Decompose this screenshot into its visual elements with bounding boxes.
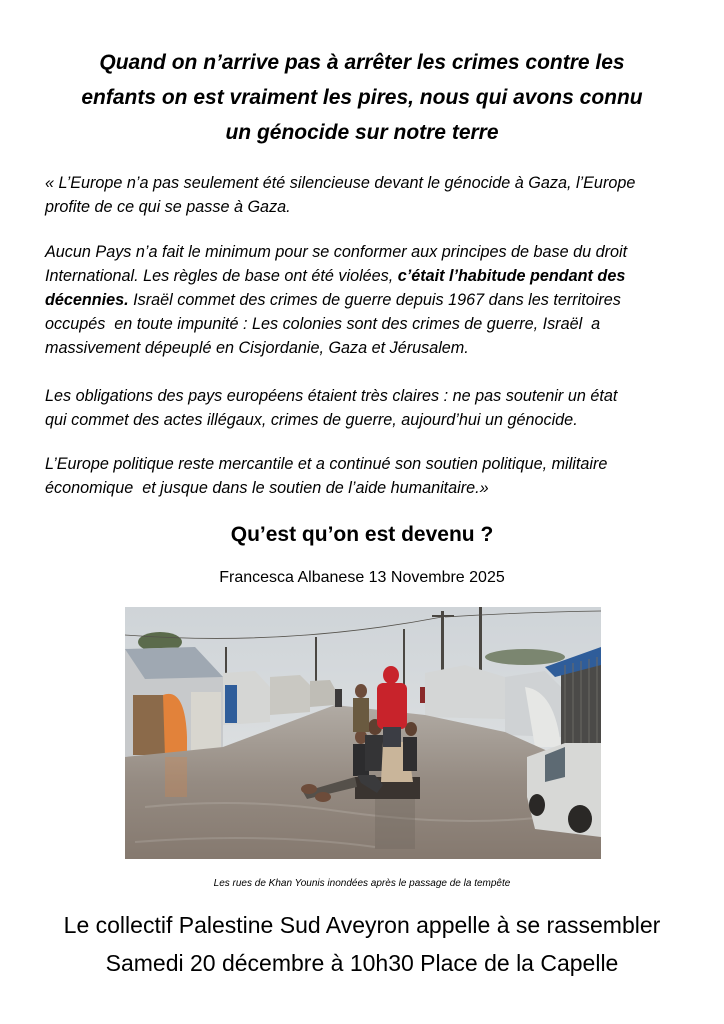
event-announcement	[0, 906, 724, 982]
quote-emphasis: décennies.	[45, 291, 129, 309]
wooden-door	[133, 695, 167, 755]
page-title	[40, 45, 684, 150]
quote-line: profite de ce qui se passe à Gaza.	[45, 198, 291, 216]
title-line-3: un génocide sur notre terre	[225, 121, 499, 144]
quote-line: L’Europe politique reste mercantile et a continué son soutien politique, militaire	[45, 455, 608, 473]
title-line-2: enfants on est vraiment les pires, nous qui avons connu	[81, 86, 643, 109]
red-hood	[383, 666, 399, 684]
flood-photo-illustration	[125, 607, 601, 859]
quote-text: International. Les règles de base ont été violées,	[45, 267, 398, 285]
quote-paragraph-4	[45, 452, 685, 500]
quote-line: « L’Europe n’a pas seulement été silencieuse devant le génocide à Gaza, l’Europe	[45, 174, 636, 192]
quote-text: Israël commet des crimes de guerre depuis 1967 dans les territoires	[128, 291, 621, 309]
quote-line	[45, 264, 685, 288]
blue-tarp	[225, 685, 237, 723]
quote-line: économique et jusque dans le soutien de l’aide humanitaire.»	[45, 479, 489, 497]
flood-photo	[125, 607, 601, 859]
red-jacket	[377, 683, 407, 729]
quote-emphasis: c’était l’habitude pendant des	[397, 267, 626, 285]
utility-pole	[479, 607, 482, 677]
photo-caption: Les rues de Khan Younis inondées après le passage de la tempête	[213, 878, 511, 889]
quote-line: massivement dépeuplé en Cisjordanie, Gaza et Jérusalem.	[45, 339, 469, 357]
quote-line: occupés en toute impunité : Les colonies sont des crimes de guerre, Israël a	[45, 315, 601, 333]
title-line-1: Quand on n’arrive pas à arrêter les crimes contre les	[99, 51, 625, 74]
quote-paragraph-2	[45, 240, 685, 360]
quote-paragraph-1	[45, 171, 685, 219]
quote-line: Aucun Pays n’a fait le minimum pour se conformer aux principes de base du droit	[45, 243, 628, 261]
quote-line	[45, 288, 685, 312]
quote-line: Les obligations des pays européens étaient très claires : ne pas soutenir un état	[45, 387, 618, 405]
utility-pole	[403, 629, 405, 689]
quote-paragraph-3	[45, 384, 685, 432]
trees-right	[485, 649, 565, 665]
tent-left-3	[270, 675, 310, 715]
announcement-line-2: Samedi 20 décembre à 10h30 Place de la Capelle	[105, 950, 619, 976]
subtitle: Qu’est qu’on est devenu ?	[230, 523, 494, 546]
author-date: Francesca Albanese 13 Novembre 2025	[219, 569, 505, 586]
utility-pole	[315, 637, 317, 687]
quote-line: qui commet des actes illégaux, crimes de guerre, aujourd’hui un génocide.	[45, 411, 578, 429]
announcement-line-1: Le collectif Palestine Sud Aveyron appelle à se rassembler	[63, 912, 661, 938]
